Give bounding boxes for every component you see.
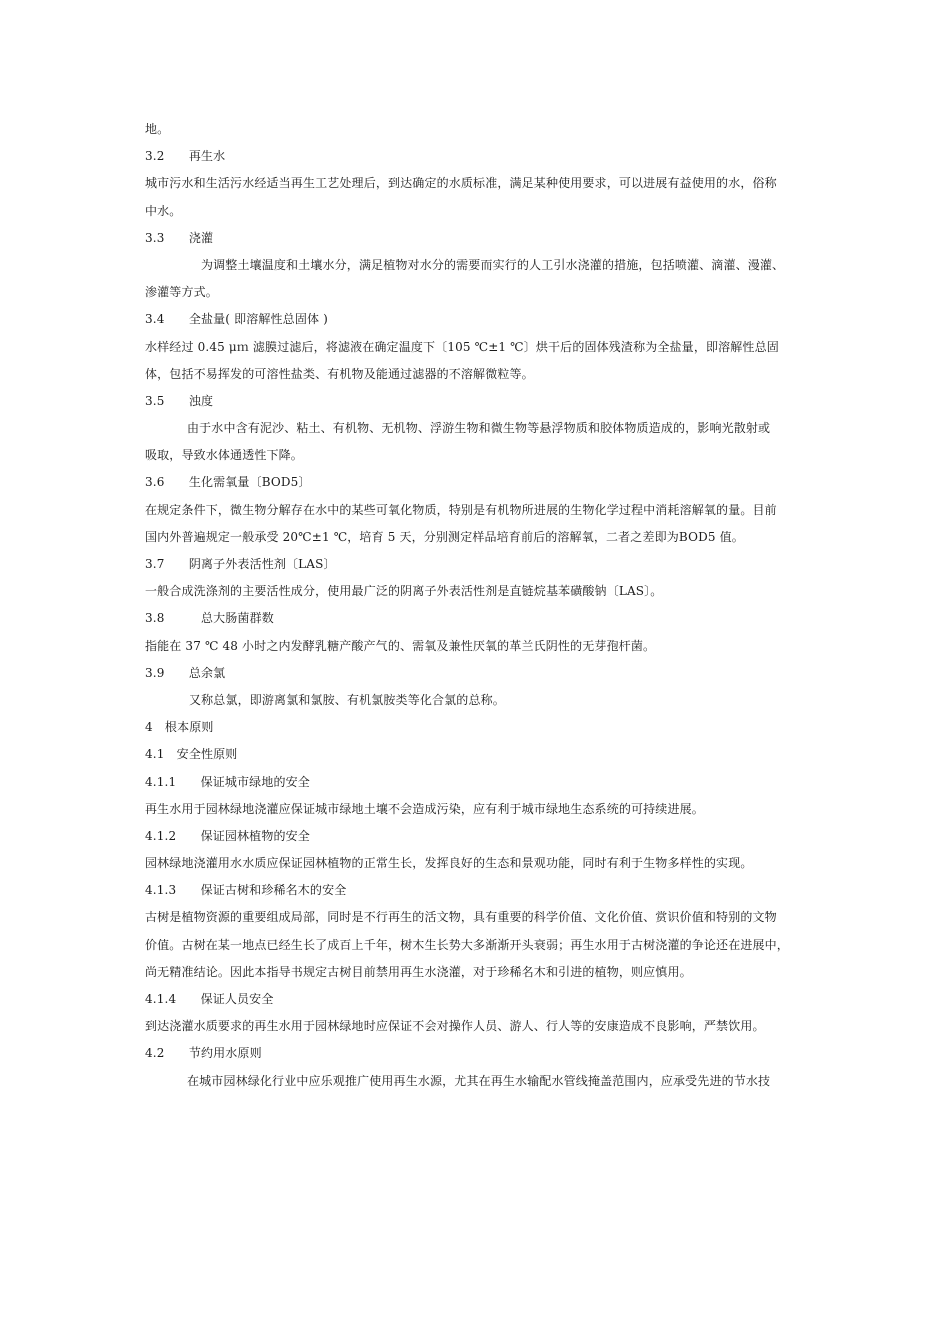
paragraph-line: 到达浇灌水质要求的再生水用于园林绿地时应保证不会对操作人员、游人、行人等的安康造成不良影响，严禁饮用。: [145, 1019, 765, 1034]
section-heading-4-1-4: 4.1.4 保证人员安全: [145, 992, 274, 1006]
section-heading-3-2: 3.2 再生水: [145, 149, 226, 164]
section-heading-4-1: 4.1 安全性原则: [145, 747, 238, 762]
section-heading-4: 4 根本原则: [145, 720, 214, 735]
paragraph-line: 在城市园林绿化行业中应乐观推广使用再生水源，尤其在再生水输配水管线掩盖范围内，应承受先进的节水技: [187, 1073, 771, 1088]
section-heading-3-5: 3.5 浊度: [145, 393, 214, 408]
paragraph-line: 一般合成洗涤剂的主要活性成分，使用最广泛的阴离子外表活性剂是直链烷基苯磺酸钠〔LAS〕。: [145, 584, 663, 599]
paragraph-line: 地。: [145, 122, 170, 136]
paragraph-line: 由于水中含有泥沙、粘土、有机物、无机物、浮游生物和微生物等悬浮物质和胶体物质造成的，影响光散射或: [187, 421, 771, 436]
section-heading-3-4: 3.4 全盐量( 即溶解性总固体 ): [145, 312, 328, 327]
section-heading-3-7: 3.7 阴离子外表活性剂〔LAS〕: [145, 557, 336, 571]
paragraph-line: 水样经过 0.45 μｍ 滤膜过滤后，将滤液在确定温度下〔105 ℃±1 ℃〕烘干后的固体残渣称为全盐量，即溶解性总固: [145, 339, 779, 354]
paragraph-line: 为调整土壤温度和土壤水分，满足植物对水分的需要而实行的人工引水浇灌的措施，包括喷灌、滴灌、漫灌、: [201, 257, 785, 272]
paragraph-line: 古树是植物资源的重要组成局部，同时是不行再生的活文物，具有重要的科学价值、文化价值、赏识价值和特别的文物: [145, 910, 777, 925]
paragraph-line: 国内外普遍规定一般承受 20℃±1 ℃，培育 5 天，分别测定样品培育前后的溶解氧，二者之差即为BOD5 值。: [145, 529, 744, 544]
section-heading-4-2: 4.2 节约用水原则: [145, 1046, 262, 1061]
section-heading-4-1-1: 4.1.1 保证城市绿地的安全: [145, 774, 310, 789]
paragraph-line: 园林绿地浇灌用水水质应保证园林植物的正常生长，发挥良好的生态和景观功能，同时有利于生物多样性的实现。: [145, 856, 753, 871]
paragraph-line: 尚无精准结论。因此本指导书规定古树目前禁用再生水浇灌，对于珍稀名木和引进的植物，则应慎用。: [145, 964, 692, 979]
document-page: [145, 116, 825, 1095]
paragraph-line: 在规定条件下，微生物分解存在水中的某些可氧化物质，特别是有机物所进展的生物化学过程中消耗溶解氧的量。目前: [145, 502, 777, 517]
paragraph-line: 渗灌等方式。: [145, 285, 218, 300]
paragraph-line: 价值。古树在某一地点已经生长了成百上千年，树木生长势大多渐渐开头衰弱；再生水用于古树浇灌的争论还在进展中，: [145, 937, 789, 952]
section-heading-3-6: 3.6 生化需氧量〔BOD5〕: [145, 475, 311, 490]
section-heading-4-1-2: 4.1.2 保证园林植物的安全: [145, 828, 310, 843]
section-heading-3-8: 3.8 总大肠菌群数: [145, 611, 274, 626]
paragraph-line: 再生水用于园林绿地浇灌应保证城市绿地土壤不会造成污染，应有利于城市绿地生态系统的可持续进展。: [145, 801, 704, 816]
paragraph-line: 中水。: [145, 203, 182, 218]
section-heading-4-1-3: 4.1.3 保证古树和珍稀名木的安全: [145, 883, 347, 898]
paragraph-line: 城市污水和生活污水经适当再生工艺处理后，到达确定的水质标准，满足某种使用要求，可以进展有益使用的水，俗称: [145, 176, 777, 191]
paragraph-line: 吸取，导致水体通透性下降。: [145, 448, 303, 463]
paragraph-line: 体，包括不易挥发的可溶性盐类、有机物及能通过滤器的不溶解微粒等。: [145, 366, 534, 381]
paragraph-line: 又称总氯，即游离氯和氯胺、有机氯胺类等化合氯的总称。: [189, 692, 505, 707]
section-heading-3-3: 3.3 浇灌: [145, 230, 214, 245]
section-heading-3-9: 3.9 总余氯: [145, 665, 226, 680]
paragraph-line: 指能在 37 ℃ 48 小时之内发酵乳糖产酸产气的、需氧及兼性厌氧的革兰氏阴性的无芽孢杆菌。: [145, 638, 656, 653]
